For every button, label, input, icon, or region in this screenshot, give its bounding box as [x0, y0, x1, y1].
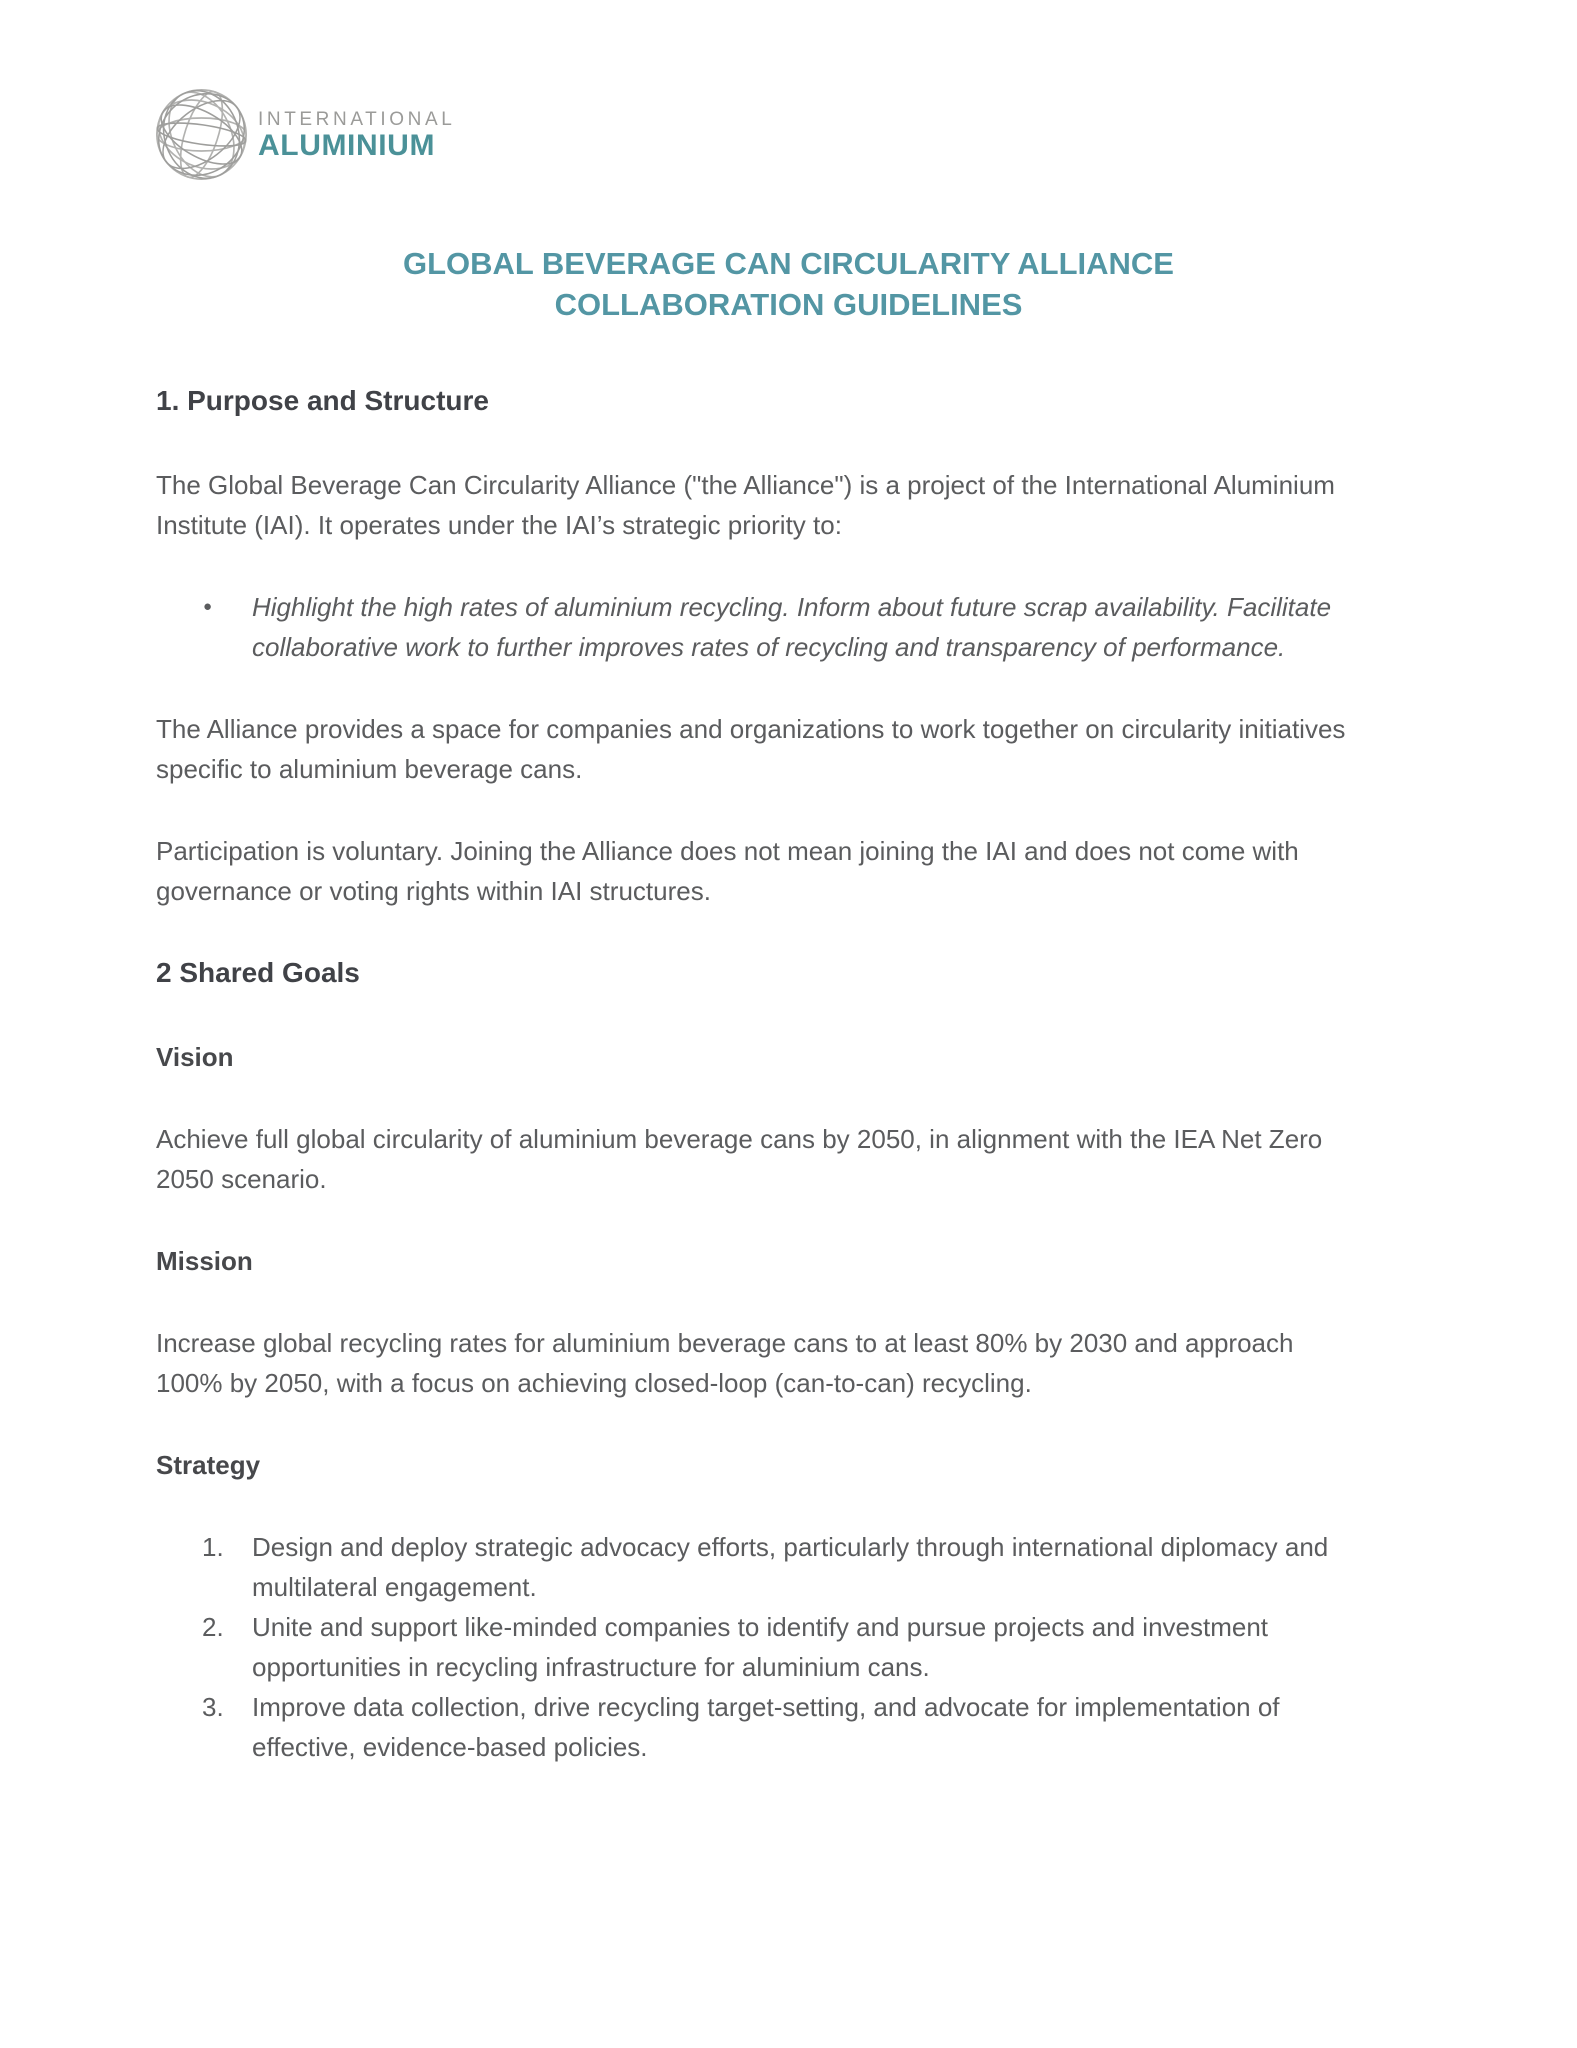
subheading-vision: Vision: [156, 1042, 234, 1072]
subheading-mission: Mission: [156, 1246, 253, 1276]
purpose-space-paragraph: The Alliance provides a space for companies and organizations to work together on circularity initiatives specific to aluminium beverage cans.: [156, 714, 1346, 784]
section-heading-purpose: 1. Purpose and Structure: [156, 385, 489, 416]
purpose-intro-paragraph: The Global Beverage Can Circularity Alliance ("the Alliance") is a project of the International Aluminium Institute (IAI). It operates under the IAI’s strategic priority to:: [156, 470, 1335, 540]
strategic-priority-list: [156, 587, 1362, 667]
document-title: [0, 243, 1577, 325]
vision-paragraph: Achieve full global circularity of aluminium beverage cans by 2050, in alignment with the IEA Net Zero 2050 scenario.: [156, 1124, 1323, 1194]
strategy-numbered-list: [156, 1527, 1362, 1767]
purpose-participation-paragraph: Participation is voluntary. Joining the Alliance does not mean joining the IAI and does not come with governance or voting rights within IAI structures.: [156, 836, 1299, 906]
logo-text-international: INTERNATIONAL: [258, 108, 456, 130]
document-title-line1: GLOBAL BEVERAGE CAN CIRCULARITY ALLIANCE: [402, 246, 1174, 281]
list-item: Unite and support like-minded companies to identify and pursue projects and investment opportunities in recycling infrastructure for aluminium cans.: [252, 1612, 1269, 1682]
list-item: Design and deploy strategic advocacy efforts, particularly through international diplomacy and multilateral engagement.: [252, 1532, 1329, 1602]
logo-text-aluminium: ALUMINIUM: [258, 128, 436, 162]
subheading-strategy: Strategy: [156, 1450, 261, 1480]
list-item: ● Highlight the high rates of aluminium recycling. Inform about future scrap availability. Facilitate collaborative work to further improves rates of recycling and transparency of performance.: [156, 587, 1362, 667]
logo-wordmark: [258, 109, 455, 161]
mission-paragraph: Increase global recycling rates for aluminium beverage cans to at least 80% by 2030 and approach 100% by 2050, with a focus on achieving closed-loop (can-to-can) recycling.: [156, 1328, 1294, 1398]
document-body: [0, 381, 1577, 1767]
org-logo: [0, 0, 1577, 183]
wireframe-globe-icon: [153, 86, 250, 183]
section-heading-shared-goals: 2 Shared Goals: [156, 957, 360, 988]
list-item: Improve data collection, drive recycling target-setting, and advocate for implementation of effective, evidence-based policies.: [252, 1692, 1280, 1762]
document-title-line2: COLLABORATION GUIDELINES: [554, 287, 1023, 322]
